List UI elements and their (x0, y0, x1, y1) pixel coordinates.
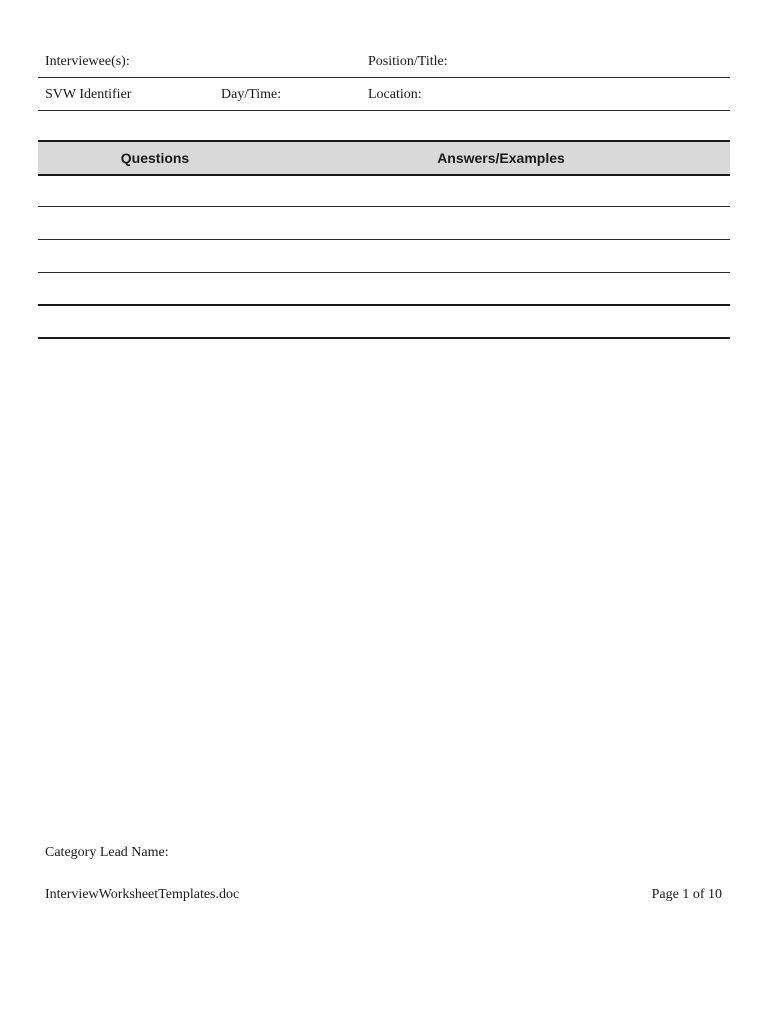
table-row-divider (38, 304, 730, 306)
category-lead-label: Category Lead Name: (45, 845, 169, 860)
table-row-divider (38, 272, 730, 273)
table-header (38, 140, 730, 176)
footer-filename: InterviewWorksheetTemplates.doc (45, 887, 240, 902)
table-bottom-border (38, 337, 730, 339)
position-title-label: Position/Title: (368, 54, 448, 69)
svw-identifier-label: SVW Identifier (45, 87, 132, 102)
answers-column-header: Answers/Examples (437, 150, 565, 166)
questions-column-header: Questions (120, 150, 190, 166)
table-row-divider (38, 239, 730, 240)
interviewee-label: Interviewee(s): (45, 54, 130, 69)
header-divider-1 (38, 77, 730, 78)
header-divider-2 (38, 110, 730, 111)
table-row-divider (38, 206, 730, 207)
day-time-label: Day/Time: (221, 87, 282, 102)
footer-page-number: Page 1 of 10 (651, 887, 722, 902)
location-label: Location: (368, 87, 422, 102)
